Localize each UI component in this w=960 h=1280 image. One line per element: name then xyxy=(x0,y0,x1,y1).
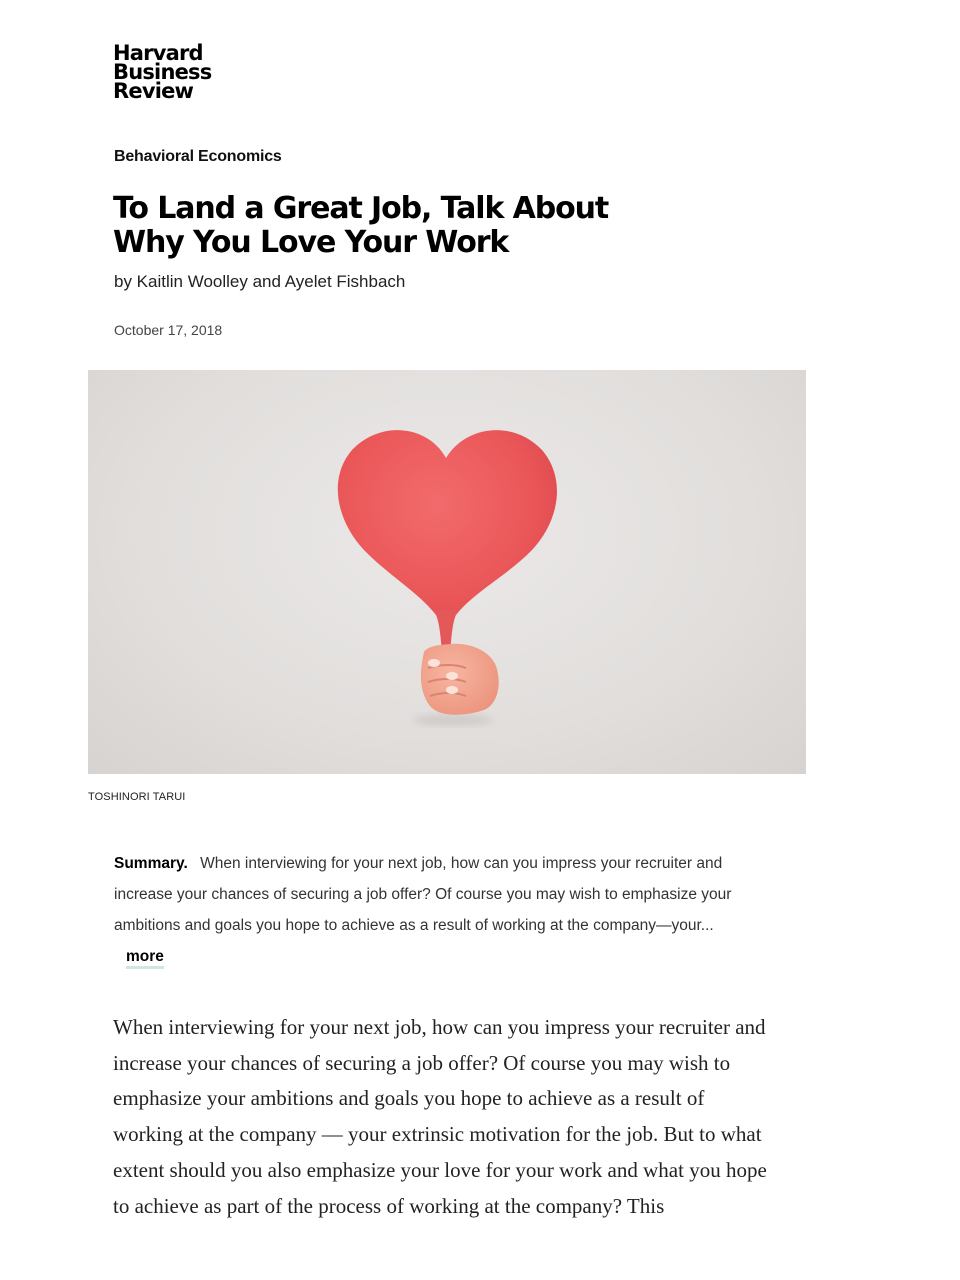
article-summary xyxy=(114,848,754,972)
article-title: To Land a Great Job, Talk About Why You Love Your Work xyxy=(113,191,609,260)
image-credit: TOSHINORI TARUI xyxy=(88,791,186,803)
summary-label: Summary. xyxy=(114,855,188,872)
heart-balloon-illustration xyxy=(88,370,806,774)
logo-line-1: Harvard xyxy=(113,41,203,65)
article-byline: by Kaitlin Woolley and Ayelet Fishbach xyxy=(114,272,406,291)
article-topic-link[interactable]: Behavioral Economics xyxy=(114,148,282,165)
hero-image xyxy=(88,370,806,774)
hbr-logo[interactable] xyxy=(113,41,212,103)
body-paragraph: When interviewing for your next job, how can you impress your recruiter and increase your chances of securing a job offer? Of course you may wish to emphasize your ambitions and goals you hope to achieve as a result of working at the company — your extrinsic motivation for the job. But to what extent should you also emphasize your love for your work and what you hope to achieve as part of the process of working at the company? This xyxy=(113,1015,767,1218)
article-body xyxy=(113,1010,773,1224)
summary-more-link[interactable]: more xyxy=(126,948,164,969)
summary-text: When interviewing for your next job, how can you impress your recruiter and increase your chances of securing a job offer? Of course you may wish to emphasize your ambitions and goals you hope to achieve as a result of working at the company—your... xyxy=(114,855,732,934)
logo-line-2: Business xyxy=(113,60,212,84)
logo-line-3: Review xyxy=(113,79,194,103)
article-date: October 17, 2018 xyxy=(114,322,223,338)
